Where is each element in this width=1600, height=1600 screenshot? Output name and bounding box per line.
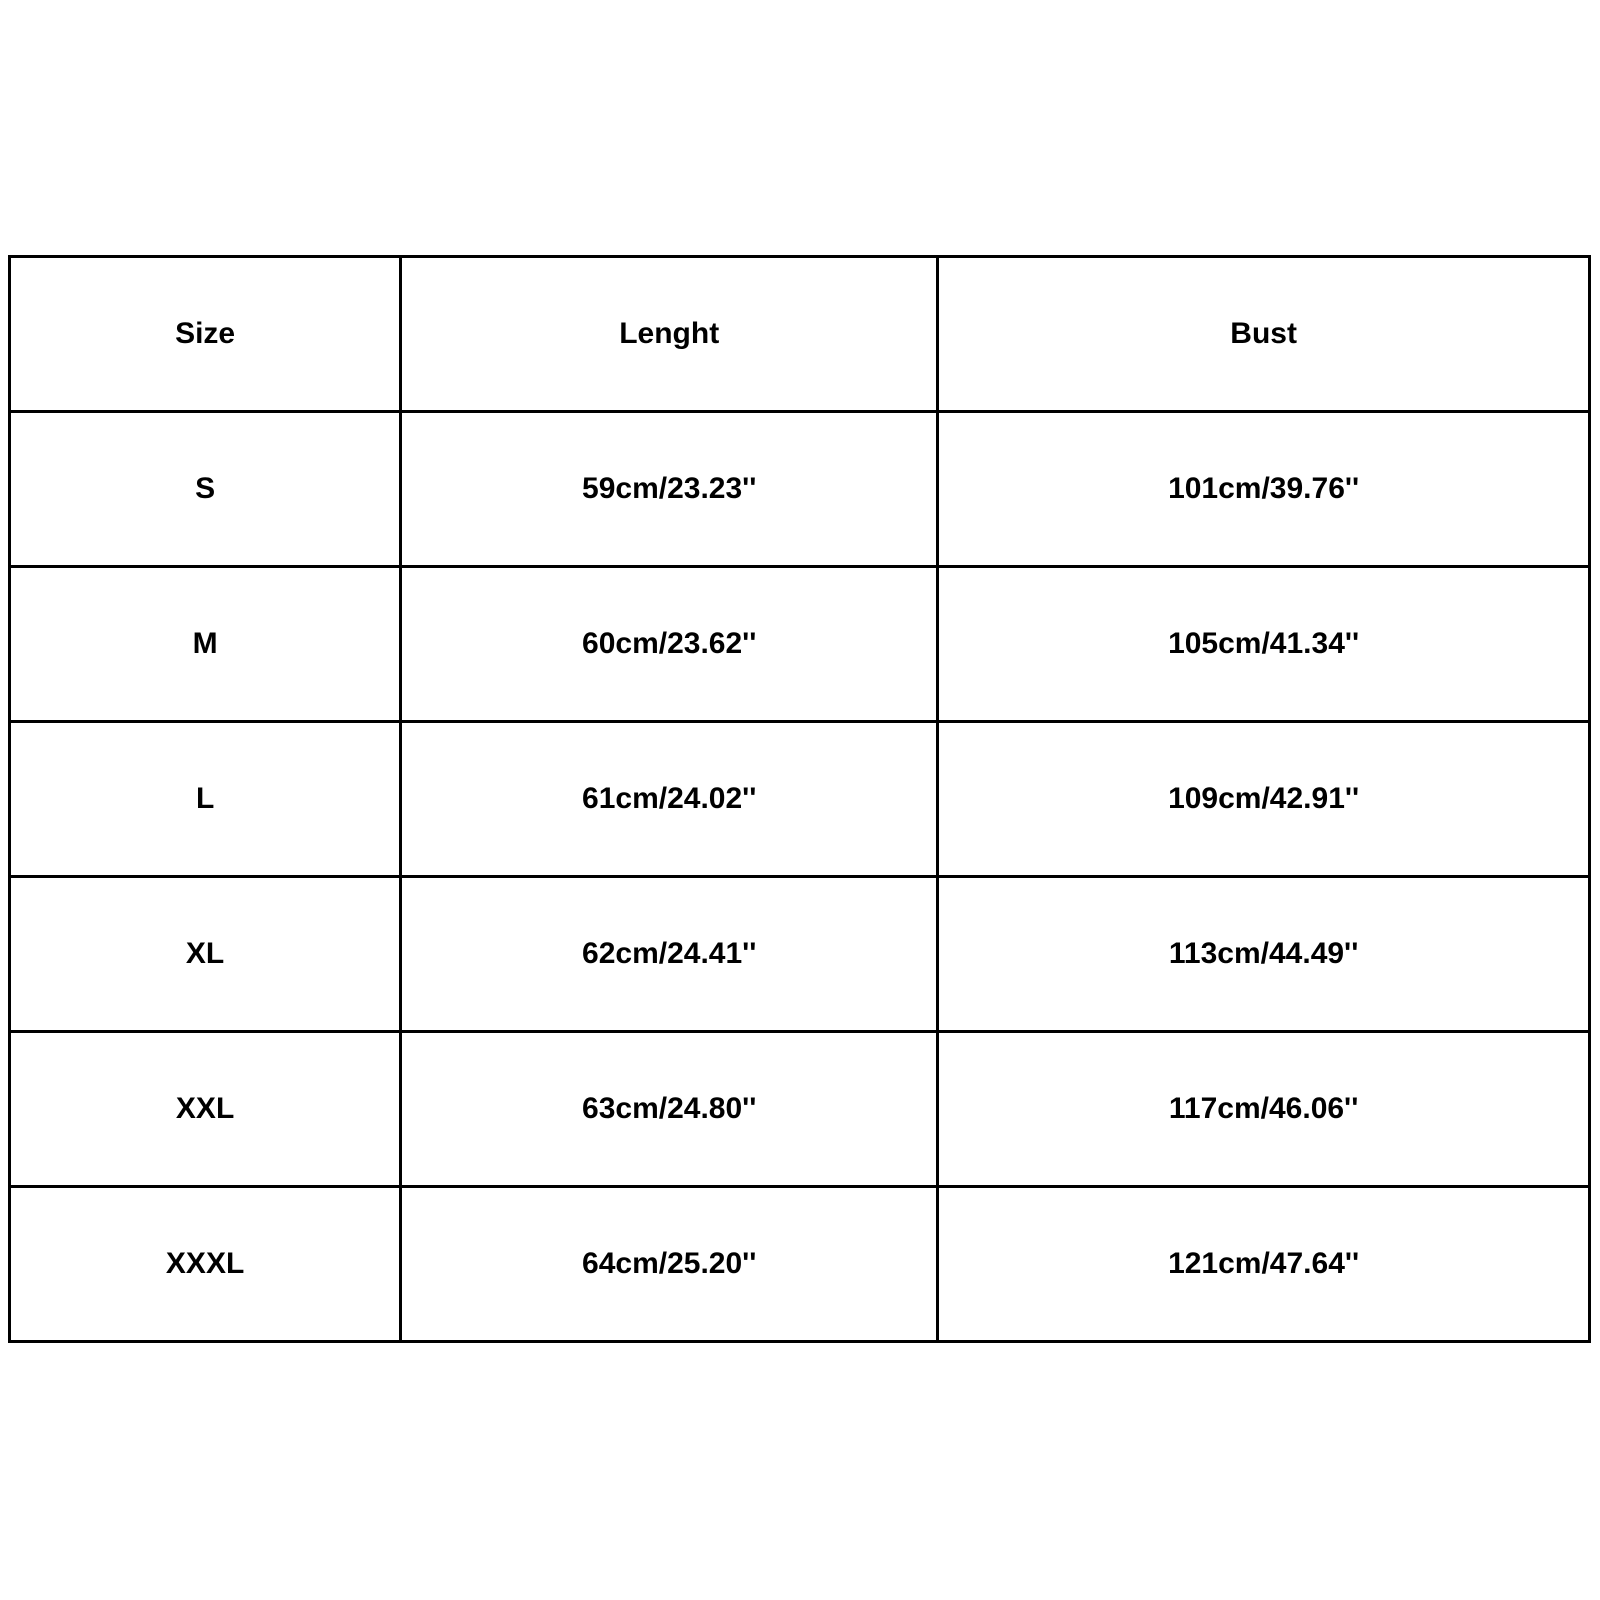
length-cell: 60cm/23.62''	[401, 567, 938, 722]
table-row-m	[10, 567, 1590, 722]
bust-cell: 113cm/44.49''	[938, 877, 1590, 1032]
bust-cell: 117cm/46.06''	[938, 1032, 1590, 1187]
bust-cell: 105cm/41.34''	[938, 567, 1590, 722]
bust-cell: 109cm/42.91''	[938, 722, 1590, 877]
size-cell: XL	[10, 877, 401, 1032]
table-row-l	[10, 722, 1590, 877]
table-row-xxxl	[10, 1187, 1590, 1342]
length-cell: 64cm/25.20''	[401, 1187, 938, 1342]
size-cell: M	[10, 567, 401, 722]
bust-cell: 101cm/39.76''	[938, 412, 1590, 567]
size-chart-table	[8, 255, 1591, 1343]
table-row-s	[10, 412, 1590, 567]
size-cell: XXL	[10, 1032, 401, 1187]
column-header-bust: Bust	[938, 257, 1590, 412]
size-cell: L	[10, 722, 401, 877]
table-row-xxl	[10, 1032, 1590, 1187]
length-cell: 63cm/24.80''	[401, 1032, 938, 1187]
length-cell: 61cm/24.02''	[401, 722, 938, 877]
size-cell: S	[10, 412, 401, 567]
column-header-length: Lenght	[401, 257, 938, 412]
bust-cell: 121cm/47.64''	[938, 1187, 1590, 1342]
size-chart-header	[10, 257, 1590, 412]
size-cell: XXXL	[10, 1187, 401, 1342]
table-row-xl	[10, 877, 1590, 1032]
size-chart-body	[10, 412, 1590, 1342]
length-cell: 59cm/23.23''	[401, 412, 938, 567]
length-cell: 62cm/24.41''	[401, 877, 938, 1032]
header-row	[10, 257, 1590, 412]
column-header-size: Size	[10, 257, 401, 412]
